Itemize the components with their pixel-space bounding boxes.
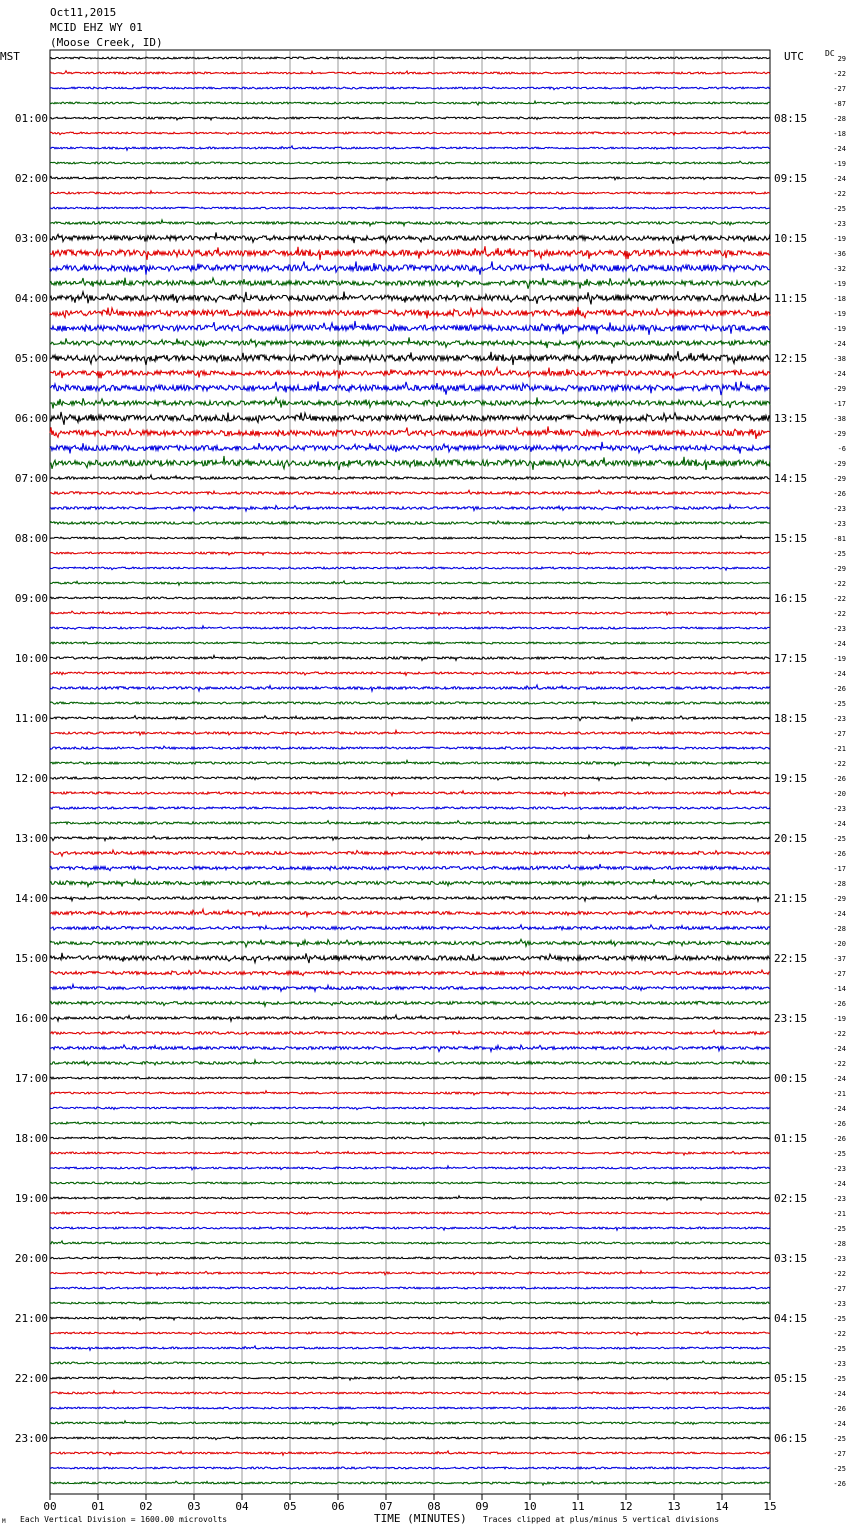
seismic-trace	[50, 1015, 770, 1021]
seismic-trace	[50, 1407, 770, 1409]
seismic-trace	[50, 1481, 770, 1485]
left-hour-label: 18:00	[14, 1132, 48, 1145]
seismic-trace	[50, 1256, 770, 1259]
dc-offset-label: -21	[833, 745, 846, 753]
seismic-trace	[50, 191, 770, 194]
seismic-trace	[50, 261, 770, 274]
left-hour-label: 14:00	[14, 892, 48, 905]
right-hour-label: 00:15	[774, 1072, 808, 1085]
right-hour-label: 20:15	[774, 832, 808, 845]
seismic-trace	[50, 368, 770, 379]
seismic-trace	[50, 1077, 770, 1079]
seismic-trace	[50, 1121, 770, 1125]
seismic-trace	[50, 1451, 770, 1455]
seismic-trace	[50, 760, 770, 765]
dc-offset-label: -24	[833, 370, 846, 378]
seismic-trace	[50, 835, 770, 840]
left-hour-label: 12:00	[14, 772, 48, 785]
seismic-trace	[50, 337, 770, 348]
seismic-trace	[50, 702, 770, 705]
seismic-trace	[50, 1001, 770, 1006]
seismic-trace	[50, 521, 770, 525]
seismic-trace	[50, 730, 770, 735]
seismic-trace	[50, 1030, 770, 1034]
x-tick-label: 00	[43, 1500, 57, 1513]
dc-offset-label: 29	[837, 55, 846, 63]
seismic-trace	[50, 161, 770, 164]
seismic-trace	[50, 1317, 770, 1320]
seismic-trace	[50, 552, 770, 555]
dc-offset-label: -38	[833, 355, 846, 363]
dc-offset-label: -17	[833, 865, 846, 873]
left-hour-label: 01:00	[14, 112, 48, 125]
dc-offset-label: -18	[833, 295, 846, 303]
dc-offset-label: -14	[833, 985, 846, 993]
dc-offset-label: -28	[833, 925, 846, 933]
seismic-trace	[50, 292, 770, 305]
x-tick-label: 07	[379, 1500, 393, 1513]
seismic-trace	[50, 1226, 770, 1230]
dc-offset-label: -36	[833, 250, 846, 258]
dc-offset-label: -23	[833, 805, 846, 813]
dc-offset-label: -19	[833, 655, 846, 663]
seismic-trace	[50, 536, 770, 539]
right-hour-label: 09:15	[774, 172, 808, 185]
left-hour-label: 19:00	[14, 1192, 48, 1205]
dc-offset-label: -19	[833, 1015, 846, 1023]
seismic-trace	[50, 953, 770, 963]
seismic-trace	[50, 642, 770, 644]
dc-offset-label: -25	[833, 550, 846, 558]
seismic-trace	[50, 321, 770, 335]
left-hour-label: 20:00	[14, 1252, 48, 1265]
left-axis-title: MST	[0, 50, 20, 63]
dc-offset-label: -25	[833, 1465, 846, 1473]
x-tick-label: 02	[139, 1500, 153, 1513]
dc-offset-label: -17	[833, 400, 846, 408]
header-location: (Moose Creek, ID)	[50, 36, 163, 49]
dc-offset-label: -24	[833, 175, 846, 183]
seismic-trace	[50, 442, 770, 454]
seismic-trace	[50, 1376, 770, 1380]
dc-offset-label: -28	[833, 880, 846, 888]
left-hour-label: 22:00	[14, 1372, 48, 1385]
dc-offset-label: -24	[833, 640, 846, 648]
right-axis-title: UTC	[784, 50, 804, 63]
dc-offset-label: -26	[833, 1480, 846, 1488]
dc-offset-label: -19	[833, 235, 846, 243]
seismic-trace	[50, 381, 770, 395]
dc-offset-label: -26	[833, 490, 846, 498]
seismic-trace	[50, 246, 770, 260]
right-hour-label: 15:15	[774, 532, 808, 545]
dc-offset-label: -37	[833, 955, 846, 963]
right-hour-label: 19:15	[774, 772, 808, 785]
right-hour-label: 12:15	[774, 352, 808, 365]
seismic-trace	[50, 777, 770, 781]
left-hour-label: 10:00	[14, 652, 48, 665]
x-tick-label: 06	[331, 1500, 345, 1513]
right-hour-label: 21:15	[774, 892, 808, 905]
seismic-trace	[50, 611, 770, 615]
seismic-trace	[50, 131, 770, 135]
dc-offset-label: -24	[833, 1180, 846, 1188]
right-hour-label: 03:15	[774, 1252, 808, 1265]
dc-offset-label: -24	[833, 910, 846, 918]
seismic-trace	[50, 807, 770, 810]
dc-offset-label: -24	[833, 145, 846, 153]
dc-offset-label: -25	[833, 835, 846, 843]
seismic-trace	[50, 278, 770, 289]
dc-offset-label: -22	[833, 1270, 846, 1278]
dc-offset-label: -21	[833, 1210, 846, 1218]
seismic-trace	[50, 1196, 770, 1200]
dc-offset-label: -22	[833, 190, 846, 198]
dc-offset-label: -24	[833, 1105, 846, 1113]
dc-offset-label: -81	[833, 535, 846, 543]
dc-offset-label: -26	[833, 850, 846, 858]
right-hour-label: 10:15	[774, 232, 808, 245]
seismic-trace	[50, 71, 770, 74]
x-tick-label: 03	[187, 1500, 201, 1513]
dc-offset-label: -29	[833, 460, 846, 468]
left-hour-label: 23:00	[14, 1432, 48, 1445]
seismic-trace	[50, 232, 770, 243]
dc-offset-label: -22	[833, 1330, 846, 1338]
seismic-trace	[50, 1346, 770, 1350]
seismic-trace	[50, 475, 770, 480]
dc-offset-label: -23	[833, 1300, 846, 1308]
right-hour-label: 17:15	[774, 652, 808, 665]
left-hour-label: 11:00	[14, 712, 48, 725]
seismic-trace	[50, 490, 770, 494]
dc-offset-label: -38	[833, 415, 846, 423]
seismic-trace	[50, 176, 770, 180]
dc-offset-label: -23	[833, 1255, 846, 1263]
seismic-trace	[50, 850, 770, 856]
right-hour-label: 01:15	[774, 1132, 808, 1145]
seismic-trace	[50, 1287, 770, 1289]
right-hour-label: 18:15	[774, 712, 808, 725]
seismic-trace	[50, 685, 770, 691]
left-hour-label: 05:00	[14, 352, 48, 365]
seismic-trace	[50, 351, 770, 365]
right-hour-label: 11:15	[774, 292, 808, 305]
seismic-trace	[50, 925, 770, 930]
x-tick-label: 01	[91, 1500, 105, 1513]
seismic-trace	[50, 456, 770, 470]
seismic-trace	[50, 1151, 770, 1155]
dc-offset-label: -23	[833, 1360, 846, 1368]
dc-offset-label: -26	[833, 775, 846, 783]
seismic-trace	[50, 1060, 770, 1065]
right-hour-label: 16:15	[774, 592, 808, 605]
left-hour-label: 04:00	[14, 292, 48, 305]
header-station: MCID EHZ WY 01	[50, 21, 143, 34]
x-axis-title: TIME (MINUTES)	[374, 1512, 467, 1525]
seismic-trace	[50, 1361, 770, 1364]
dc-offset-label: -22	[833, 610, 846, 618]
seismic-trace	[50, 1045, 770, 1052]
dc-offset-label: -27	[833, 1450, 846, 1458]
x-tick-label: 05	[283, 1500, 297, 1513]
dc-offset-label: -19	[833, 325, 846, 333]
seismic-trace	[50, 985, 770, 992]
left-hour-label: 13:00	[14, 832, 48, 845]
dc-offset-label: -28	[833, 115, 846, 123]
seismic-trace	[50, 567, 770, 570]
dc-offset-label: -23	[833, 220, 846, 228]
seismic-trace	[50, 879, 770, 886]
right-hour-label: 05:15	[774, 1372, 808, 1385]
dc-offset-label: -24	[833, 670, 846, 678]
dc-offset-label: -19	[833, 280, 846, 288]
dc-offset-label: -20	[833, 790, 846, 798]
dc-offset-label: -87	[833, 100, 846, 108]
dc-offset-label: -22	[833, 1060, 846, 1068]
x-tick-label: 04	[235, 1500, 249, 1513]
x-tick-label: 09	[475, 1500, 489, 1513]
seismic-trace	[50, 655, 770, 660]
seismic-trace	[50, 117, 770, 120]
x-tick-label: 11	[571, 1500, 585, 1513]
right-hour-label: 23:15	[774, 1012, 808, 1025]
seismic-trace	[50, 1301, 770, 1304]
seismic-trace	[50, 87, 770, 90]
seismic-trace	[50, 896, 770, 902]
dc-offset-label: -26	[833, 1405, 846, 1413]
dc-offset-label: -24	[833, 1390, 846, 1398]
dc-offset-label: -25	[833, 205, 846, 213]
x-tick-label: 12	[619, 1500, 633, 1513]
x-tick-label: 10	[523, 1500, 537, 1513]
seismic-trace	[50, 307, 770, 319]
seismic-trace	[50, 1091, 770, 1095]
seismic-trace	[50, 412, 770, 425]
seismic-trace	[50, 672, 770, 675]
seismic-trace	[50, 1271, 770, 1275]
dc-offset-label: -22	[833, 70, 846, 78]
x-tick-label: 14	[715, 1500, 729, 1513]
seismic-trace	[50, 1212, 770, 1215]
dc-offset-label: -28	[833, 1240, 846, 1248]
dc-offset-label: -22	[833, 580, 846, 588]
seismic-trace	[50, 1437, 770, 1440]
x-tick-label: 13	[667, 1500, 681, 1513]
dc-offset-label: -23	[833, 520, 846, 528]
dc-offset-label: -23	[833, 505, 846, 513]
right-hour-label: 06:15	[774, 1432, 808, 1445]
dc-offset-label: -27	[833, 1285, 846, 1293]
seismic-trace	[50, 1421, 770, 1425]
dc-offset-label: -22	[833, 595, 846, 603]
dc-offset-label: -25	[833, 1150, 846, 1158]
dc-offset-label: -32	[833, 265, 846, 273]
seismic-trace	[50, 207, 770, 209]
dc-offset-label: -23	[833, 715, 846, 723]
dc-offset-label: -20	[833, 940, 846, 948]
dc-offset-label: -26	[833, 685, 846, 693]
dc-offset-label: -29	[833, 565, 846, 573]
seismic-trace	[50, 970, 770, 976]
seismic-trace	[50, 864, 770, 871]
left-hour-label: 07:00	[14, 472, 48, 485]
seismic-trace	[50, 220, 770, 226]
right-hour-label: 08:15	[774, 112, 808, 125]
dc-offset-label: -23	[833, 625, 846, 633]
dc-offset-label: -29	[833, 895, 846, 903]
dc-offset-label: -25	[833, 1375, 846, 1383]
dc-offset-label: -24	[833, 1420, 846, 1428]
x-tick-label: 15	[763, 1500, 777, 1513]
left-hour-label: 15:00	[14, 952, 48, 965]
dc-label: DC	[825, 49, 835, 58]
seismic-trace	[50, 1467, 770, 1469]
dc-offset-label: -24	[833, 340, 846, 348]
seismic-trace	[50, 909, 770, 916]
dc-offset-label: -27	[833, 730, 846, 738]
dc-offset-label: -29	[833, 430, 846, 438]
seismic-trace	[50, 426, 770, 439]
seismic-trace	[50, 597, 770, 599]
dc-offset-label: -26	[833, 1135, 846, 1143]
seismic-trace	[50, 1137, 770, 1139]
scale-note: Each Vertical Division = 1600.00 microvolts	[20, 1515, 228, 1524]
header-date: Oct11,2015	[50, 6, 117, 19]
right-hour-label: 14:15	[774, 472, 808, 485]
dc-offset-label: -24	[833, 820, 846, 828]
seismic-trace	[50, 101, 770, 105]
seismic-trace	[50, 746, 770, 749]
left-hour-label: 02:00	[14, 172, 48, 185]
right-hour-label: 13:15	[774, 412, 808, 425]
right-hour-label: 22:15	[774, 952, 808, 965]
right-hour-label: 02:15	[774, 1192, 808, 1205]
seismic-trace	[50, 1331, 770, 1335]
seismic-trace	[50, 581, 770, 585]
clip-note: Traces clipped at plus/minus 5 vertical divisions	[483, 1515, 720, 1524]
seismic-trace	[50, 1166, 770, 1170]
seismic-trace	[50, 626, 770, 629]
dc-offset-label: -22	[833, 1030, 846, 1038]
left-hour-label: 09:00	[14, 592, 48, 605]
seismic-trace	[50, 1182, 770, 1184]
seismic-trace	[50, 146, 770, 150]
dc-offset-label: -25	[833, 1315, 846, 1323]
dc-offset-label: -24	[833, 1075, 846, 1083]
dc-offset-label: -27	[833, 970, 846, 978]
dc-offset-label: -25	[833, 1435, 846, 1443]
dc-offset-label: -25	[833, 1225, 846, 1233]
x-tick-label: 08	[427, 1500, 441, 1513]
left-hour-label: 21:00	[14, 1312, 48, 1325]
seismic-trace	[50, 1107, 770, 1110]
dc-offset-label: -26	[833, 1000, 846, 1008]
dc-offset-label: -25	[833, 1345, 846, 1353]
dc-offset-label: -26	[833, 1120, 846, 1128]
dc-offset-label: -6	[837, 445, 846, 453]
left-hour-label: 03:00	[14, 232, 48, 245]
left-hour-label: 17:00	[14, 1072, 48, 1085]
dc-offset-label: -29	[833, 385, 846, 393]
dc-offset-label: -29	[833, 475, 846, 483]
dc-offset-label: -21	[833, 1090, 846, 1098]
seismic-trace	[50, 716, 770, 721]
dc-offset-label: -22	[833, 760, 846, 768]
dc-offset-label: -23	[833, 1195, 846, 1203]
dc-offset-label: -23	[833, 1165, 846, 1173]
right-hour-label: 04:15	[774, 1312, 808, 1325]
seismic-trace	[50, 939, 770, 947]
left-hour-label: 08:00	[14, 532, 48, 545]
left-hour-label: 06:00	[14, 412, 48, 425]
seismic-trace	[50, 1391, 770, 1394]
dc-offset-label: -18	[833, 130, 846, 138]
dc-offset-label: -24	[833, 1045, 846, 1053]
left-hour-label: 16:00	[14, 1012, 48, 1025]
seismic-trace	[50, 821, 770, 825]
seismic-trace	[50, 57, 770, 59]
dc-offset-label: -25	[833, 700, 846, 708]
seismic-trace	[50, 1241, 770, 1244]
dc-offset-label: -19	[833, 160, 846, 168]
dc-offset-label: -27	[833, 85, 846, 93]
dc-offset-label: -19	[833, 310, 846, 318]
seismic-trace	[50, 505, 770, 511]
seismic-trace	[50, 397, 770, 408]
seismic-trace	[50, 790, 770, 795]
footer-mark: M	[2, 1518, 6, 1525]
